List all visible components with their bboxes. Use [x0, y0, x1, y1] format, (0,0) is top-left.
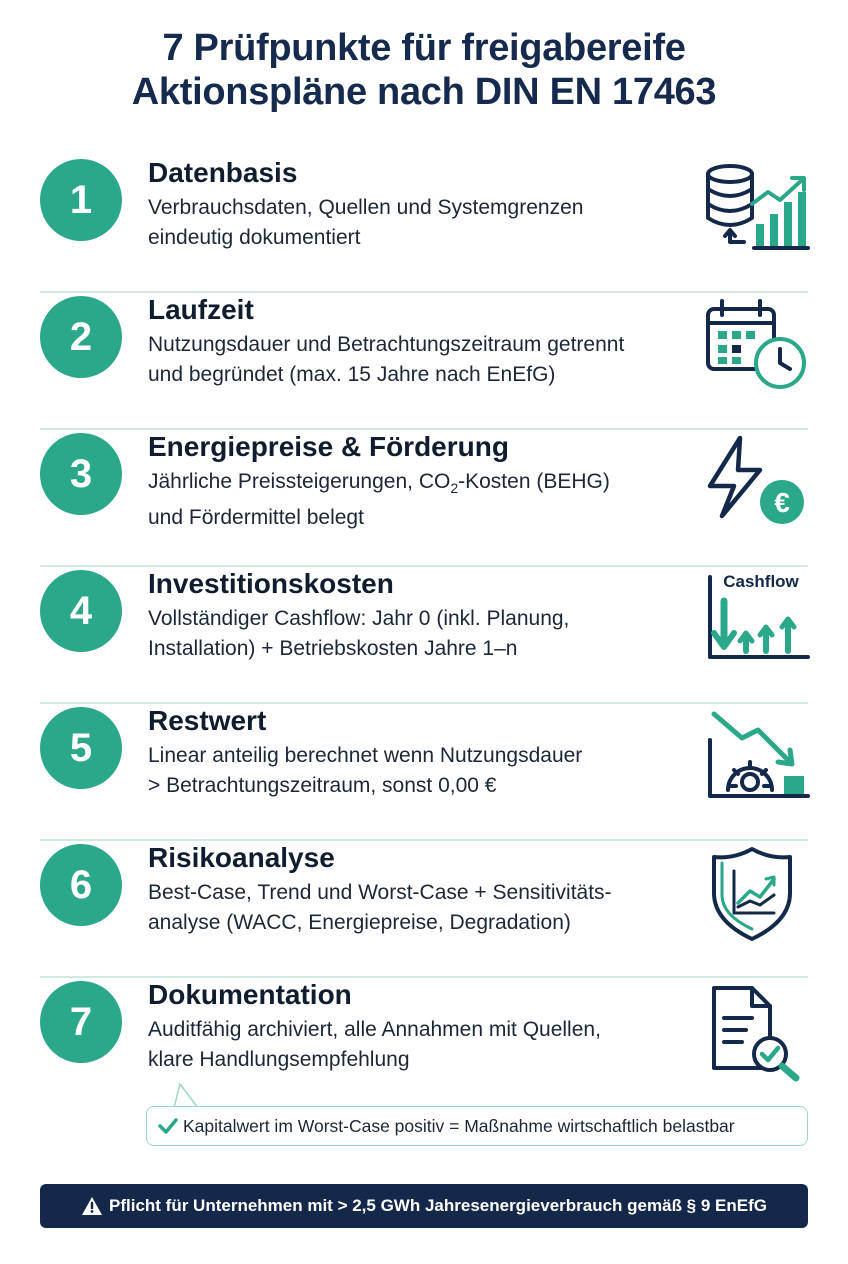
page-title-line-1: 7 Prüfpunkte für freigabereife	[162, 27, 686, 69]
check-icon	[157, 1115, 179, 1137]
description-line: Verbrauchsdaten, Quellen und Systemgrenzen	[148, 196, 584, 219]
page-title-line-2: Aktionspläne nach DIN EN 17463	[131, 71, 717, 113]
checkpoint-number: 4	[40, 570, 122, 652]
checkpoint-description	[148, 1015, 698, 1075]
checkpoint-description	[148, 330, 698, 390]
cashflow-label: Cashflow	[723, 572, 799, 591]
description-line: Vollständiger Cashflow: Jahr 0 (inkl. Planung,	[148, 607, 570, 630]
checkpoint-heading: Datenbasis	[148, 157, 298, 188]
document-check-icon	[700, 984, 810, 1084]
euro-symbol: €	[774, 487, 790, 518]
checkpoint-6	[40, 841, 808, 978]
checkpoint-3	[40, 430, 808, 567]
checkpoint-7	[40, 978, 808, 1088]
checkpoint-heading: Investitionskosten	[148, 568, 394, 599]
checkpoint-number: 5	[40, 707, 122, 789]
checkpoint-description	[148, 878, 698, 938]
checkpoint-heading: Risikoanalyse	[148, 842, 335, 873]
calendar-clock-icon	[700, 299, 810, 399]
checkpoint-1	[40, 156, 808, 293]
checkpoint-number: 1	[40, 159, 122, 241]
checkpoint-heading: Dokumentation	[148, 979, 352, 1010]
description-line: klare Handlungsempfehlung	[148, 1048, 410, 1071]
description-line: > Betrachtungszeitraum, sonst 0,00 €	[148, 774, 497, 797]
description-line: Installation) + Betriebskosten Jahre 1–n	[148, 637, 518, 660]
checkpoint-heading: Laufzeit	[148, 294, 254, 325]
callout-box	[146, 1106, 808, 1146]
checkpoint-2	[40, 293, 808, 430]
footer-text: Pflicht für Unternehmen mit > 2,5 GWh Jahresenergieverbrauch gemäß § 9 EnEfG	[109, 1196, 767, 1215]
description-line: eindeutig dokumentiert	[148, 226, 361, 249]
description-line: Jährliche Preissteigerungen, $CO_2$-Kosten (BEHG)	[148, 470, 610, 497]
description-line: Linear anteilig berechnet wenn Nutzungsdauer	[148, 744, 583, 767]
description-line: Nutzungsdauer und Betrachtungszeitraum getrennt	[148, 333, 625, 356]
checkpoint-description	[148, 741, 698, 801]
description-line: analyse (WACC, Energiepreise, Degradation)	[148, 911, 571, 934]
checkpoint-5	[40, 704, 808, 841]
callout-text: Kapitalwert im Worst-Case positiv = Maßnahme wirtschaftlich belastbar	[183, 1115, 735, 1136]
shield-chart-icon	[700, 847, 810, 947]
checkpoint-4	[40, 567, 808, 704]
depreciation-gear-icon	[700, 710, 810, 810]
description-line: und Fördermittel belegt	[148, 506, 364, 530]
description-line: Best-Case, Trend und Worst-Case + Sensitivitäts-	[148, 881, 612, 904]
checkpoint-number: 7	[40, 981, 122, 1063]
description-line: und begründet (max. 15 Jahre nach EnEfG)	[148, 363, 556, 386]
callout-pointer	[172, 1082, 212, 1108]
checkpoint-number: 2	[40, 296, 122, 378]
description-line: Auditfähig archiviert, alle Annahmen mit Quellen,	[148, 1018, 601, 1041]
checkpoint-number: 6	[40, 844, 122, 926]
checkpoint-number: 3	[40, 433, 122, 515]
checkpoint-description	[148, 193, 698, 253]
database-chart-icon	[700, 162, 810, 262]
checkpoint-heading: Restwert	[148, 705, 267, 736]
checkpoint-heading: Energiepreise & Förderung	[148, 431, 509, 462]
page-title	[0, 26, 848, 114]
checkpoint-description	[148, 467, 698, 533]
lightning-euro-icon	[700, 436, 810, 536]
footer-banner	[40, 1184, 808, 1228]
checkpoint-description	[148, 604, 698, 664]
cashflow-chart-icon	[700, 573, 810, 673]
warning-icon	[81, 1196, 103, 1216]
